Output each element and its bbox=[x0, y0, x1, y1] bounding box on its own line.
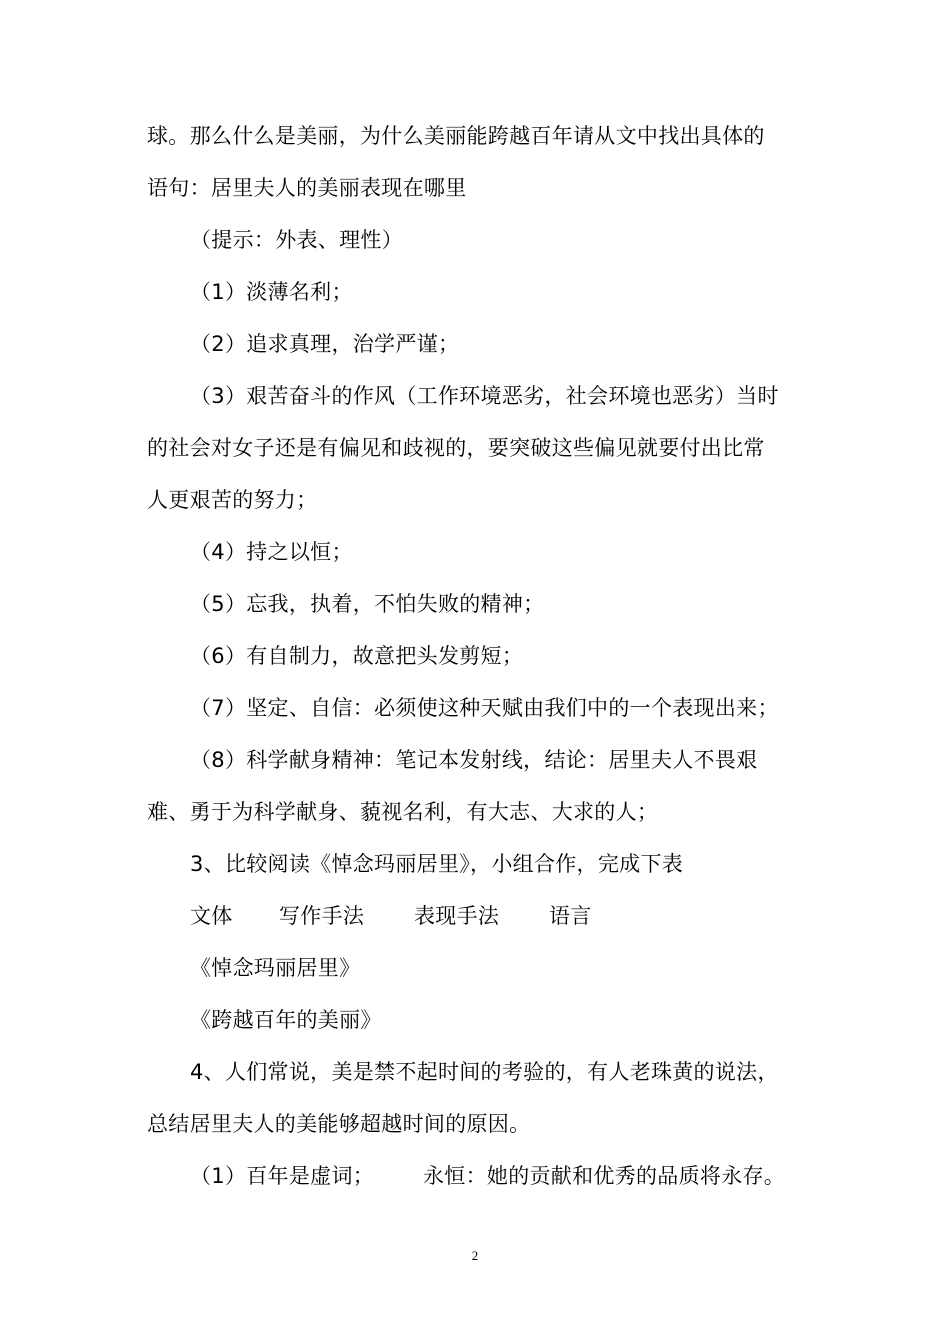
table-header-row bbox=[190, 901, 592, 931]
hint-line: （提示：外表、理性） bbox=[190, 228, 403, 252]
table-row-2: 《跨越百年的美丽》 bbox=[190, 1008, 382, 1032]
answer-left: （1）百年是虚词； bbox=[190, 1164, 375, 1188]
list-item-4: （4）持之以恒； bbox=[190, 540, 353, 564]
list-item-1: （1）淡薄名利； bbox=[190, 280, 353, 304]
list-item-3-cont-1: 的社会对女子还是有偏见和歧视的，要突破这些偏见就要付出比常 bbox=[147, 436, 765, 460]
table-header-cell: 表现手法 bbox=[414, 904, 500, 928]
table-header-cell: 语言 bbox=[549, 904, 592, 928]
list-item-3-cont-2: 人更艰苦的努力； bbox=[147, 488, 318, 512]
table-header-cell: 文体 bbox=[190, 904, 233, 928]
table-row-1: 《悼念玛丽居里》 bbox=[190, 956, 361, 980]
list-item-5: （5）忘我，执着，不怕失败的精神； bbox=[190, 592, 545, 616]
answer-right: 永恒：她的贡献和优秀的品质将永存。 bbox=[423, 1164, 786, 1188]
table-header-cell: 写作手法 bbox=[279, 904, 365, 928]
list-item-8-cont: 难、勇于为科学献身、藐视名利，有大志、大求的人； bbox=[147, 800, 659, 824]
list-item-8: （8）科学献身精神：笔记本发射线，结论：居里夫人不畏艰 bbox=[190, 748, 758, 772]
question-3: 3、比较阅读《悼念玛丽居里》，小组合作，完成下表 bbox=[190, 852, 684, 876]
list-item-6: （6）有自制力，故意把头发剪短； bbox=[190, 644, 524, 668]
question-4: 4、人们常说，美是禁不起时间的考验的，有人老珠黄的说法， bbox=[190, 1060, 779, 1084]
question-4-cont: 总结居里夫人的美能够超越时间的原因。 bbox=[147, 1112, 531, 1136]
list-item-3: （3）艰苦奋斗的作风（工作环境恶劣，社会环境也恶劣）当时 bbox=[190, 384, 779, 408]
paragraph-line-1: 球。那么什么是美丽，为什么美丽能跨越百年请从文中找出具体的 bbox=[147, 124, 765, 148]
answer-line bbox=[190, 1161, 785, 1191]
paragraph-line-2: 语句：居里夫人的美丽表现在哪里 bbox=[147, 176, 467, 200]
page-number: 2 bbox=[471, 1248, 479, 1263]
list-item-7: （7）坚定、自信：必须使这种天赋由我们中的一个表现出来； bbox=[190, 696, 779, 720]
list-item-2: （2）追求真理，治学严谨； bbox=[190, 332, 460, 356]
